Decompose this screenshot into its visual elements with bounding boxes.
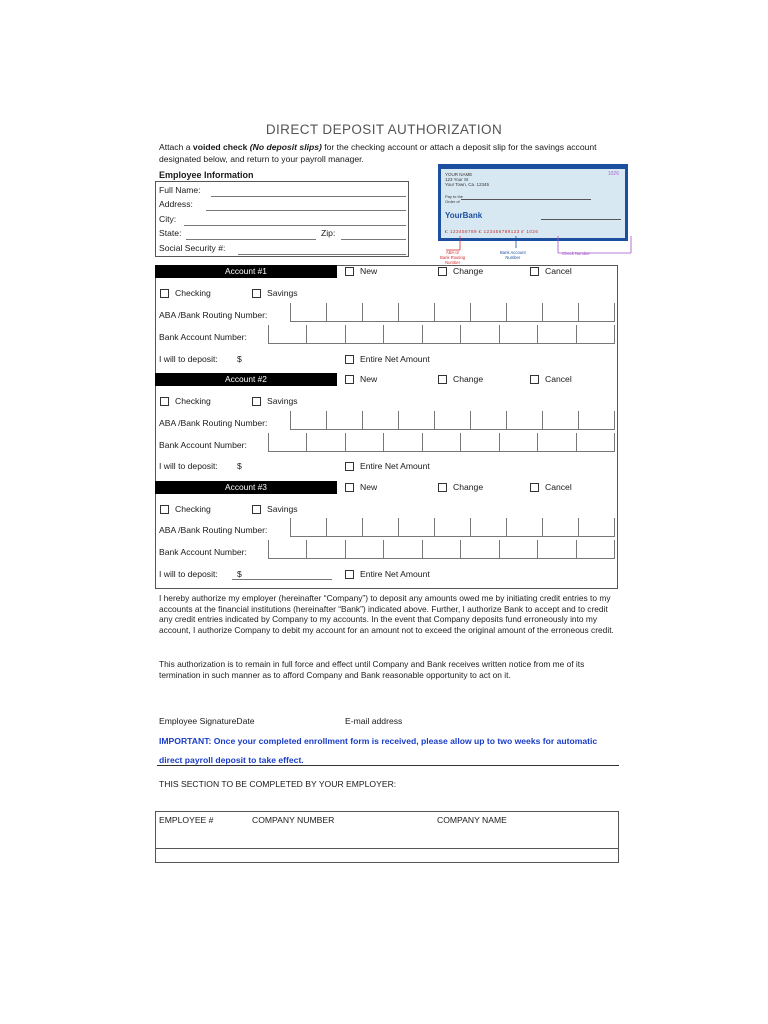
employee-number-header: EMPLOYEE # (159, 815, 214, 825)
account-1-routing-label: ABA /Bank Routing Number: (159, 310, 268, 320)
digit-divider (499, 325, 500, 343)
digit-divider (362, 518, 363, 536)
digit-divider (578, 303, 579, 321)
account-2-cancel-checkbox[interactable]: Cancel (530, 374, 572, 384)
account-3-header: Account #3 (155, 481, 337, 494)
digit-divider (506, 518, 507, 536)
digit-divider (506, 303, 507, 321)
check-pay-line (461, 199, 591, 200)
digit-divider (268, 325, 269, 343)
digit-divider (614, 433, 615, 451)
digit-divider (470, 518, 471, 536)
digit-divider (578, 518, 579, 536)
digit-divider (362, 411, 363, 429)
account-1-header: Account #1 (155, 265, 337, 278)
account-1-net-amount-checkbox[interactable]: Entire Net Amount (345, 354, 430, 364)
account-1-deposit-label: I will to deposit: (159, 354, 218, 364)
account-3-cancel-checkbox[interactable]: Cancel (530, 482, 572, 492)
digit-divider (614, 303, 615, 321)
checkbox-icon (345, 355, 354, 364)
digit-divider (542, 518, 543, 536)
account-2-savings-checkbox[interactable]: Savings (252, 396, 298, 406)
digit-divider (362, 303, 363, 321)
employee-info-box (155, 181, 409, 257)
employer-table (155, 811, 619, 863)
digit-divider (383, 325, 384, 343)
termination-paragraph: This authorization is to remain in full force and effect until Company and Bank receives written notice from me of its termination in such manner as to afford Company and Bank reasonable opportunity to act on it. (159, 659, 585, 680)
checkbox-icon (345, 570, 354, 579)
digit-divider (576, 433, 577, 451)
checkbox-icon (252, 397, 261, 406)
account-2-checking-checkbox[interactable]: Checking (160, 396, 211, 406)
digit-divider (434, 518, 435, 536)
digit-divider (614, 518, 615, 536)
account-3-account-label: Bank Account Number: (159, 547, 247, 557)
account-3-change-checkbox[interactable]: Change (438, 482, 483, 492)
account-2-deposit-label: I will to deposit: (159, 461, 218, 471)
checkbox-icon (530, 483, 539, 492)
employer-section-title: THIS SECTION TO BE COMPLETED BY YOUR EMPLOYER: (159, 779, 397, 789)
authorization-paragraph: I hereby authorize my employer (hereinafter “Company”) to deposit any amounts owed me by initiating credit entries to my accounts at the financial institutions (hereinafter “Bank”) indicated above. Further, I authorize Bank to accept and to credit any credit entries indicated by Company to my accounts. In the event that Company deposits fund erroneously into my account, I authorize Company to debit my account for an amount not to exceed the original amount of the erroneous credit. (159, 593, 614, 635)
digit-divider (542, 303, 543, 321)
account-2-change-checkbox[interactable]: Change (438, 374, 483, 384)
digit-divider (576, 540, 577, 558)
account-1-savings-checkbox[interactable]: Savings (252, 288, 298, 298)
account-1-cancel-checkbox[interactable]: Cancel (530, 266, 572, 276)
digit-divider (537, 540, 538, 558)
digit-divider (614, 411, 615, 429)
digit-divider (345, 540, 346, 558)
account-2-routing-field[interactable] (290, 412, 615, 430)
digit-divider (614, 325, 615, 343)
full-name-field[interactable] (211, 196, 406, 197)
digit-divider (398, 303, 399, 321)
digit-divider (434, 411, 435, 429)
account-3-routing-label: ABA /Bank Routing Number: (159, 525, 268, 535)
digit-divider (290, 518, 291, 536)
checkbox-icon (252, 289, 261, 298)
check-signature-line (541, 219, 621, 220)
digit-divider (578, 411, 579, 429)
checkbox-icon (345, 462, 354, 471)
digit-divider (460, 325, 461, 343)
digit-divider (470, 411, 471, 429)
account-1-new-checkbox[interactable]: New (345, 266, 377, 276)
table-row-divider (156, 848, 618, 849)
digit-divider (537, 325, 538, 343)
checkbox-icon (530, 267, 539, 276)
ssn-field[interactable] (238, 254, 406, 255)
checkbox-icon (160, 505, 169, 514)
callout-aba: ABA or Bank Routing Number (440, 250, 466, 265)
account-1-account-field[interactable] (268, 326, 615, 344)
digit-divider (422, 540, 423, 558)
account-1-routing-field[interactable] (290, 304, 615, 322)
digit-divider (398, 411, 399, 429)
digit-divider (268, 433, 269, 451)
digit-divider (345, 433, 346, 451)
zip-label: Zip: (321, 228, 336, 238)
important-notice-line-1: IMPORTANT: Once your completed enrollment form is received, please allow up to two weeks for automatic (159, 736, 598, 746)
checkbox-icon (345, 267, 354, 276)
checkbox-icon (160, 397, 169, 406)
account-3-dollar-sign: $ (237, 569, 242, 579)
check-callout-lines (438, 236, 638, 266)
digit-divider (290, 411, 291, 429)
account-2-account-label: Bank Account Number: (159, 440, 247, 450)
digit-divider (506, 411, 507, 429)
address-field[interactable] (206, 210, 406, 211)
digit-divider (398, 518, 399, 536)
checkbox-icon (345, 375, 354, 384)
digit-divider (542, 411, 543, 429)
check-micr-line: ⑆ 123456789 ⑆ 123456789123 ⑈ 1026 (445, 229, 539, 234)
digit-divider (268, 540, 269, 558)
employee-info-title: Employee Information (159, 170, 254, 180)
account-2-new-checkbox[interactable]: New (345, 374, 377, 384)
digit-divider (460, 433, 461, 451)
digit-divider (576, 325, 577, 343)
company-name-header: COMPANY NAME (437, 815, 507, 825)
city-label: City: (159, 214, 177, 224)
check-name-lines: YOUR NAME 123 Your St Your Town, Ca. 12345 (445, 172, 490, 187)
important-notice-line-2: direct payroll deposit to take effect. (159, 755, 304, 765)
digit-divider (345, 325, 346, 343)
digit-divider (537, 433, 538, 451)
account-1-dollar-sign: $ (237, 354, 242, 364)
zip-field[interactable] (341, 239, 406, 240)
check-number: 1026 (607, 171, 619, 177)
digit-divider (326, 411, 327, 429)
checkbox-icon (530, 375, 539, 384)
account-3-dollar-field[interactable] (232, 566, 332, 580)
callout-check-number: Check Number (562, 251, 590, 256)
sample-check-image (438, 164, 628, 241)
digit-divider (434, 303, 435, 321)
account-3-new-checkbox[interactable]: New (345, 482, 377, 492)
divider (157, 765, 619, 766)
checkbox-icon (160, 289, 169, 298)
city-field[interactable] (184, 225, 406, 226)
intro-text: Attach a voided check (No deposit slips) for the checking account or attach a deposit slip for the savings account designated below, and return to your payroll manager. (159, 142, 597, 164)
digit-divider (326, 303, 327, 321)
checkbox-icon (438, 375, 447, 384)
checkbox-icon (438, 267, 447, 276)
digit-divider (614, 540, 615, 558)
check-bank-name: YourBank (445, 211, 483, 220)
digit-divider (460, 540, 461, 558)
checkbox-icon (438, 483, 447, 492)
digit-divider (306, 325, 307, 343)
account-2-header: Account #2 (155, 373, 337, 386)
account-1-account-label: Bank Account Number: (159, 332, 247, 342)
checkbox-icon (252, 505, 261, 514)
page-title: DIRECT DEPOSIT AUTHORIZATION (265, 122, 503, 137)
digit-divider (326, 518, 327, 536)
account-3-routing-field[interactable] (290, 519, 615, 537)
callout-account: Bank Account Number (500, 250, 526, 260)
digit-divider (499, 540, 500, 558)
account-2-routing-label: ABA /Bank Routing Number: (159, 418, 268, 428)
signature-date-label: Employee SignatureDate (159, 716, 255, 726)
email-label: E-mail address (345, 716, 403, 726)
account-2-net-amount-checkbox[interactable]: Entire Net Amount (345, 461, 430, 471)
digit-divider (383, 433, 384, 451)
digit-divider (383, 540, 384, 558)
digit-divider (290, 303, 291, 321)
digit-divider (422, 325, 423, 343)
account-1-checking-checkbox[interactable]: Checking (160, 288, 211, 298)
account-3-deposit-label: I will to deposit: (159, 569, 218, 579)
company-number-header: COMPANY NUMBER (252, 815, 335, 825)
digit-divider (422, 433, 423, 451)
digit-divider (306, 540, 307, 558)
ssn-label: Social Security #: (159, 243, 226, 253)
full-name-label: Full Name: (159, 185, 201, 195)
account-2-dollar-sign: $ (237, 461, 242, 471)
state-field[interactable] (186, 239, 316, 240)
checkbox-icon (345, 483, 354, 492)
account-2-account-field[interactable] (268, 434, 615, 452)
account-3-checking-checkbox[interactable]: Checking (160, 504, 211, 514)
account-3-net-amount-checkbox[interactable]: Entire Net Amount (345, 569, 430, 579)
digit-divider (499, 433, 500, 451)
address-label: Address: (159, 199, 193, 209)
digit-divider (306, 433, 307, 451)
state-label: State: (159, 228, 182, 238)
account-3-account-field[interactable] (268, 541, 615, 559)
check-pay-to: Pay to the Order of (445, 194, 464, 204)
account-3-savings-checkbox[interactable]: Savings (252, 504, 298, 514)
digit-divider (470, 303, 471, 321)
account-1-change-checkbox[interactable]: Change (438, 266, 483, 276)
